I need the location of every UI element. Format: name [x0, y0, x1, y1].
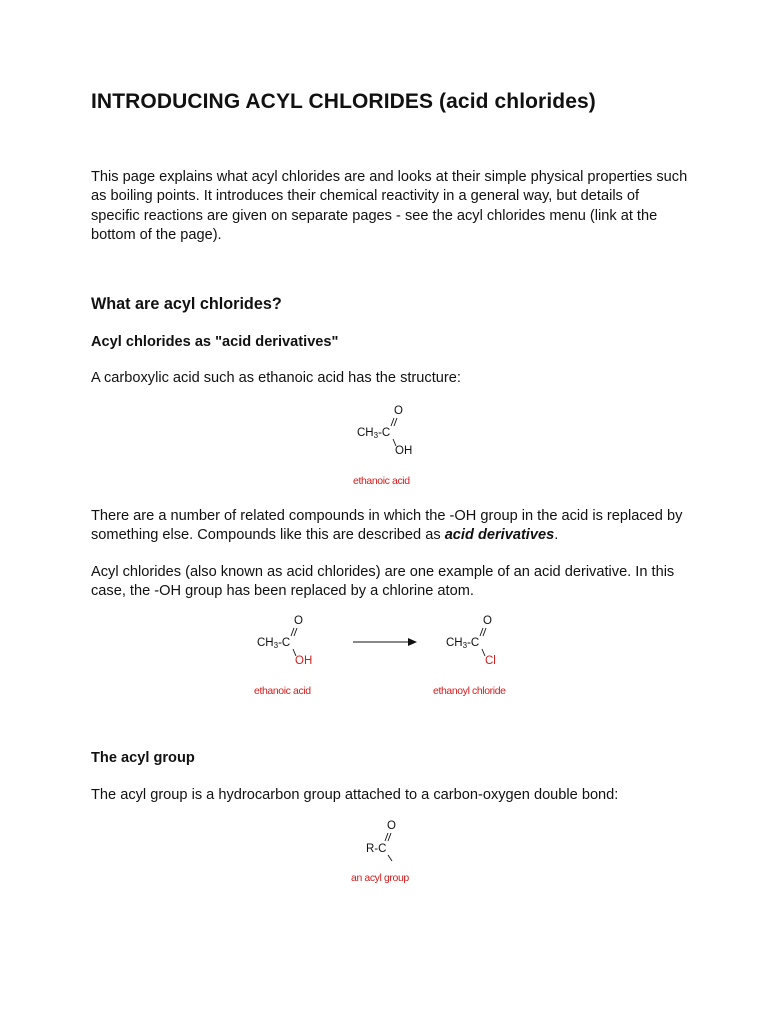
oxygen-label: O [294, 615, 303, 627]
double-bond-line [291, 628, 294, 636]
acyl-group-structure [360, 814, 420, 866]
ethanoyl-chloride-structure [439, 610, 519, 670]
paragraph-carboxylic-acid: A carboxylic acid such as ethanoic acid has the structure: [91, 370, 461, 386]
arrow-head [408, 638, 417, 646]
double-bond-line [391, 418, 394, 426]
paragraph-acyl-chlorides-definition: Acyl chlorides (also known as acid chlorides) are one example of an acid derivative. In this case, the -OH group has been replaced by a chlorine atom. [91, 564, 675, 600]
reaction-arrow-icon [350, 636, 422, 648]
caption-reaction-ethanoic-acid: ethanoic acid [254, 685, 311, 697]
oxygen-label: O [394, 405, 403, 417]
single-bond-line [388, 855, 392, 861]
intro-paragraph: This page explains what acyl chlorides are and looks at their simple physical properties such as boiling points. It introduces their chemical reactivity in a general way, but details of specific reactions are given on separate pages - see the acyl chlorides menu (link at the bottom of the page). [91, 169, 688, 243]
page-title: INTRODUCING ACYL CHLORIDES (acid chlorides) [91, 90, 596, 113]
oxygen-label: O [387, 820, 396, 832]
paragraph-acid-derivatives: There are a number of related compounds in which the -OH group in the acid is replaced by something else. Compounds like this are described as acid derivatives. [91, 508, 683, 544]
paragraph-acyl-group: The acyl group is a hydrocarbon group attached to a carbon-oxygen double bond: [91, 787, 619, 803]
section-heading-acyl-group: The acyl group [91, 750, 195, 766]
double-bond-line [388, 833, 391, 841]
double-bond-line [294, 628, 297, 636]
double-bond-line [385, 833, 388, 841]
methyl-group-label: CH3-C [357, 427, 391, 440]
caption-acyl-group: an acyl group [351, 872, 409, 884]
double-bond-line [394, 418, 397, 426]
oxygen-label: O [483, 615, 492, 627]
methyl-group-label: CH3-C [446, 637, 480, 650]
section-heading-what-are-acyl-chlorides: What are acyl chlorides? [91, 295, 282, 313]
r-group-label: R-C [366, 843, 387, 855]
methyl-group-label: CH3-C [257, 637, 291, 650]
double-bond-line [480, 628, 483, 636]
caption-ethanoic-acid: ethanoic acid [353, 475, 410, 487]
subheading-acid-derivatives: Acyl chlorides as "acid derivatives" [91, 334, 339, 350]
ethanoic-acid-structure [350, 400, 430, 460]
hydroxyl-group-label: OH [295, 655, 313, 667]
chlorine-label: Cl [485, 655, 496, 667]
hydroxyl-group-label: OH [395, 445, 413, 457]
double-bond-line [483, 628, 486, 636]
caption-ethanoyl-chloride: ethanoyl chloride [433, 685, 506, 697]
reaction-ethanoic-acid-structure [250, 610, 330, 670]
emphasis-acid-derivatives: acid derivatives [444, 527, 555, 544]
